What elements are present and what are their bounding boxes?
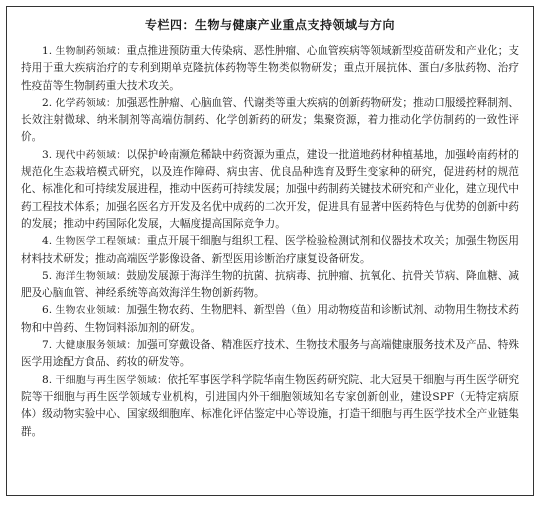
list-item <box>21 233 519 268</box>
item-number: 1. <box>42 45 53 57</box>
item-text: 加强恶性肿瘤、心脑血管、代谢类等重大疾病的创新药物研发；推动口服缓控释制剂、长效注射微球、纳米制剂等高端仿制药、化学创新药的研发；集聚资源，着力推动化学仿制药的一致性评价。 <box>21 96 520 144</box>
item-label: 大健康服务领域： <box>55 340 137 352</box>
list-item <box>21 268 519 303</box>
feature-box <box>6 6 534 496</box>
item-label: 生物制药领域： <box>55 46 127 57</box>
list-item <box>21 147 519 233</box>
item-label: 化学药领域： <box>55 97 117 109</box>
item-number: 5. <box>42 269 53 282</box>
item-number: 3. <box>42 148 53 161</box>
list-item <box>21 337 519 372</box>
item-text: 依托军事医学科学院华南生物医药研究院、北大冠昊干细胞与再生医学研究院等干细胞与再生医学领域专业机构，引进国内外干细胞领域知名专家创新创业，建设SPF（无特定病原体）级动物实验中心、国家级细胞库、标准化评估鉴定中心等设施，打造干细胞与再生医学技术全产业链集群。 <box>21 373 519 438</box>
list-item <box>21 302 519 337</box>
item-text: 以保护岭南濒危稀缺中药资源为重点，建设一批道地药材种植基地，加强岭南药材的规范化生态栽培模式研究，以及连作障碍、病虫害、优良品种选育及野生变家种的研究，促进药材的规范化、标准化和可持续发展进程，推动中医药可持续发展；加强中药制药关键技术研究和产业化，建立现代中药工程技术体系；加强名医名方开发及名优中成药的二次开发，促进具有显著中医药特色与优势的创新中药的发展；推动中药国际化发展，大幅度提高国际竞争力。 <box>21 148 519 230</box>
item-label: 海洋生物领域： <box>55 270 127 282</box>
item-text: 重点推进预防重大传染病、恶性肿瘤、心血管疾病等领域新型疫苗研发和产业化；支持用于重大疾病治疗的专利到期单克隆抗体药物等生物类似物研发；重点开展抗体、蛋白/多肽药物、治疗性疫苗等生物制药重大技术攻关。 <box>21 45 519 92</box>
item-number: 2. <box>42 96 53 109</box>
item-text: 加强生物农药、生物肥料、新型兽（鱼）用动物疫苗和诊断试剂、动物用生物技术药物和中兽药、生物饲料添加剂的研发。 <box>21 304 519 334</box>
item-number: 6. <box>42 304 53 317</box>
item-text: 鼓励发展源于海洋生物的抗菌、抗病毒、抗肿瘤、抗氧化、抗骨关节病、降血糖、减肥及心脑血管、神经系统等高效海洋生物创新药物。 <box>21 269 519 300</box>
box-title: 专栏四：生物与健康产业重点支持领域与方向 <box>144 18 395 32</box>
item-label: 生物医学工程领域： <box>55 236 147 248</box>
item-label: 干细胞与再生医学领域： <box>55 374 168 386</box>
item-label: 生物农业领域： <box>55 305 127 317</box>
item-label: 现代中药领域： <box>55 149 127 161</box>
list-item <box>21 43 519 95</box>
item-number: 8. <box>42 373 53 386</box>
item-number: 7. <box>42 339 53 352</box>
item-number: 4. <box>42 235 53 248</box>
list-item <box>21 372 519 441</box>
item-text: 重点开展干细胞与组织工程、医学检验检测试剂和仪器技术攻关；加强生物医用材料技术研发；推动高端医学影像设备、新型医用诊断治疗康复设备研发。 <box>21 235 520 265</box>
item-text: 加强可穿戴设备、精准医疗技术、生物技术服务与高端健康服务技术及产品、特殊医学用途配方食品、药妆的研发等。 <box>21 339 519 369</box>
list-item <box>21 95 519 147</box>
